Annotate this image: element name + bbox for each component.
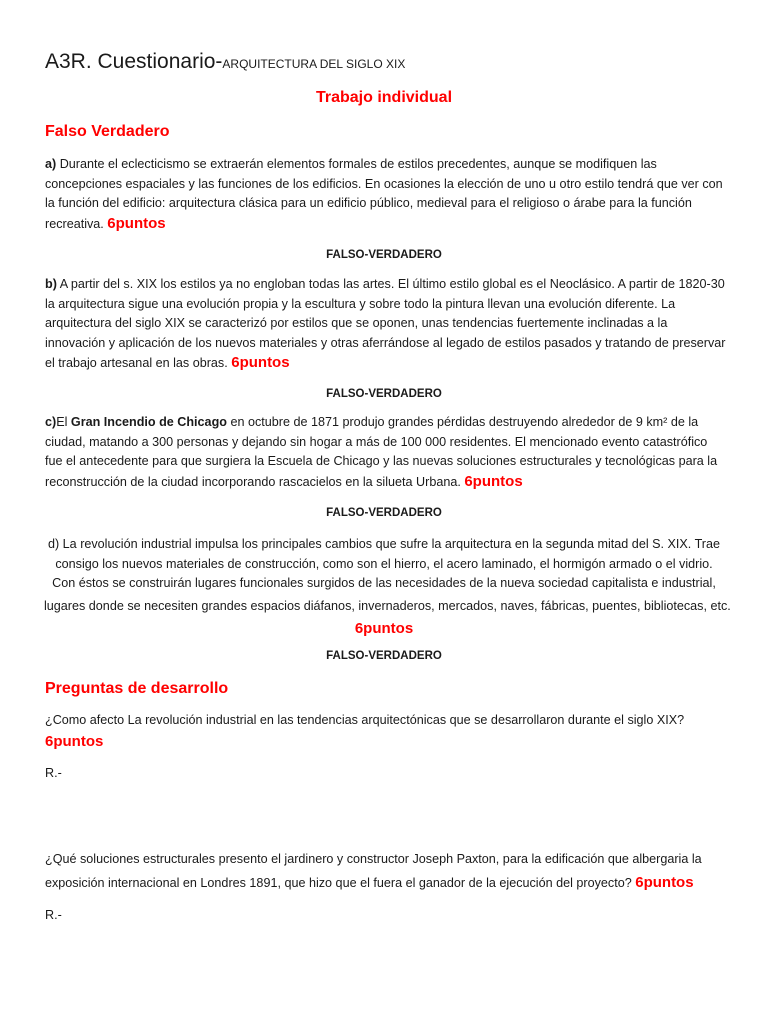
page-title bbox=[45, 50, 405, 74]
title-main: A3R. Cuestionario- bbox=[45, 50, 223, 73]
question-c bbox=[45, 413, 725, 492]
response-label: R.- bbox=[45, 766, 62, 780]
title-sub: ARQUITECTURA DEL SIGLO XIX bbox=[222, 57, 406, 71]
question-marker: c) bbox=[45, 415, 57, 429]
points-label: 6puntos bbox=[635, 874, 694, 891]
question-text-line: en octubre de 1871 produjo grandes pérdidas destruyendo alrededor de 9 km² de la bbox=[230, 415, 699, 429]
question-text-line: innovación y aplicación de los nuevos materiales y otras aferrándose al legado de estilos pasados y tratando de preservar bbox=[45, 335, 726, 350]
answer-label: FALSO-VERDADERO bbox=[326, 507, 442, 519]
question-text-line: reconstrucción de la ciudad incorporando rascacielos en la silueta Urbana. bbox=[45, 474, 461, 489]
question-text-line: recreativa. bbox=[45, 216, 104, 231]
points-label: 6puntos bbox=[354, 620, 414, 637]
answer-label: FALSO-VERDADERO bbox=[326, 650, 442, 662]
section-heading-falso-verdadero: Falso Verdadero bbox=[45, 123, 170, 140]
question-text-line: A partir del s. XIX los estilos ya no engloban todas las artes. El último estilo global es el Neoclásico. A partir de 1820-30 bbox=[59, 277, 725, 291]
answer-label: FALSO-VERDADERO bbox=[326, 388, 442, 400]
question-text-line: la arquitectura sigue una evolución propia y la escultura y sobre todo la pintura llevan una evolución diferente. La bbox=[45, 296, 676, 311]
points-label: 6puntos bbox=[45, 733, 104, 750]
question-text-line: lugares donde se necesiten grandes espacios diáfanos, invernaderos, mercados, naves, fábricas, puentes, bibliotecas, etc. bbox=[44, 598, 731, 613]
question-text-line: Con éstos se construirán lugares funcionales surgidos de las necesidades de la nueva sociedad capitalista e industrial, bbox=[52, 576, 716, 590]
question-a bbox=[45, 155, 725, 234]
response-label: R.- bbox=[45, 908, 62, 922]
development-question-1: ¿Como afecto La revolución industrial en las tendencias arquitectónicas que se desarrollaron durante el siglo XIX? bbox=[45, 713, 685, 727]
question-text-line: la función del edificio: arquitectura clásica para un edificio público, medieval para el religioso o árabe para la función bbox=[45, 196, 692, 210]
question-text-line: el trabajo artesanal en las obras. bbox=[45, 356, 228, 370]
points-label: 6puntos bbox=[107, 214, 166, 232]
question-text-line: concepciones espaciales y las funciones de los edificios. En ocasiones la elección de uno u otro estilo tendrá que ver con bbox=[45, 176, 723, 191]
subtitle: Trabajo individual bbox=[315, 89, 453, 106]
points-label: 6puntos bbox=[231, 354, 290, 371]
section-heading-preguntas: Preguntas de desarrollo bbox=[45, 680, 229, 697]
question-marker: a) bbox=[45, 157, 57, 171]
question-prefix: El bbox=[56, 415, 68, 429]
question-text-line: consigo los nuevos materiales de construcción, como son el hierro, el acero laminado, el hormigón armado o el vidrio. bbox=[55, 556, 713, 571]
question-text-line: arquitectura del siglo XIX se caracterizó por estilos que se oponen, unas tendencias fuertemente inclinadas a la bbox=[45, 316, 668, 330]
question-d bbox=[44, 535, 731, 639]
points-label: 6puntos bbox=[464, 472, 523, 490]
question-text-line: ciudad, matando a 300 personas y dejando sin hogar a más de 100 000 residentes. El mencionado evento catastrófico bbox=[45, 434, 708, 449]
question-text-line: Durante el eclecticismo se extraerán elementos formales de estilos precedentes, aunque se modifiquen las bbox=[59, 157, 657, 171]
question-b bbox=[45, 275, 725, 374]
question-text-line: fue el antecedente para que surgiera la Escuela de Chicago y las nuevas soluciones estructurales y tecnológicas para la bbox=[45, 454, 718, 468]
development-question-2: ¿Qué soluciones estructurales presento el jardinero y constructor Joseph Paxton, para la edificación que albergaria la bbox=[45, 852, 702, 866]
question-text-line: exposición internacional en Londres 1891, que hizo que el fuera el ganador de la ejecución del proyecto? bbox=[45, 876, 632, 890]
answer-label: FALSO-VERDADERO bbox=[326, 249, 442, 261]
question-text-line: d) La revolución industrial impulsa los principales cambios que sufre la arquitectura en la segunda mitad del S. XIX. Trae bbox=[47, 537, 721, 551]
bold-phrase: Gran Incendio de Chicago bbox=[70, 415, 227, 429]
question-marker: b) bbox=[45, 277, 57, 291]
development-question-2-line-2 bbox=[45, 874, 694, 891]
